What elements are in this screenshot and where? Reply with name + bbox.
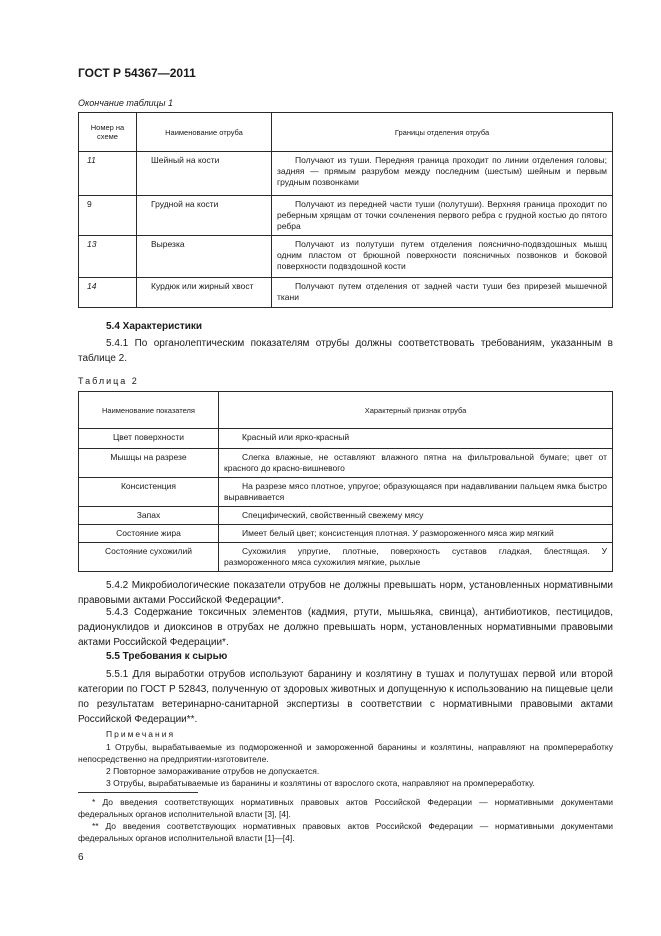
table1-col-number: Номер на схеме [79, 113, 137, 152]
footnote: * До введения соответствующих нормативных правовых актов Российской Федерации — нормативными документами федеральных органов исполнительной власти [3], [4]. [78, 797, 613, 819]
table2-col-feature: Характерный признак отруба [219, 392, 613, 429]
table1-col-name: Наименование отруба [137, 113, 272, 152]
table-row [79, 152, 613, 196]
row-number: 9 [79, 196, 137, 236]
table-row [79, 429, 613, 449]
cut-bounds: Получают из туши. Передняя граница проходит по линии отделения головы; задняя — прямым разрубом между последним (шестым) шейным и первым грудным позвонками [272, 152, 613, 196]
indicator-value: Специфический, свойственный свежему мясу [219, 507, 613, 525]
table1-caption: Окончание таблицы 1 [78, 98, 173, 108]
notes-title: Примечания [106, 729, 176, 739]
table-row [79, 525, 613, 543]
indicator-name: Состояние сухожилий [79, 543, 219, 572]
indicator-name: Цвет поверхности [79, 429, 219, 449]
row-number: 11 [79, 152, 137, 196]
table-2 [78, 391, 613, 572]
footnote-divider [78, 792, 198, 793]
table-row [79, 478, 613, 507]
row-number: 14 [79, 278, 137, 308]
paragraph-5-4-2: 5.4.2 Микробиологические показатели отрубов не должны превышать норм, установленных нормативными правовыми актами Российской Федерации*. [78, 580, 613, 606]
table2-col-indicator: Наименование показателя [79, 392, 219, 429]
indicator-value: Красный или ярко-красный [219, 429, 613, 449]
table1-col-bounds: Границы отделения отруба [272, 113, 613, 152]
cut-name: Грудной на кости [137, 196, 272, 236]
table-row [79, 543, 613, 572]
cut-bounds: Получают из передней части туши (полутуши). Верхняя граница проходит по реберным хрящам от точки сочленения первого ребра с грудной костью до пятого ребра [272, 196, 613, 236]
note-item: 2 Повторное замораживание отрубов не допускается. [106, 766, 320, 776]
paragraph-5-4-1: 5.4.1 По органолептическим показателям отрубы должны соответствовать требованиям, указанным в таблице 2. [78, 338, 613, 364]
table-row [79, 236, 613, 278]
table-row [79, 507, 613, 525]
table-row [79, 196, 613, 236]
cut-name: Вырезка [137, 236, 272, 278]
page-number: 6 [78, 852, 84, 863]
section-heading-5-4: 5.4 Характеристики [106, 321, 203, 332]
standard-header: ГОСТ Р 54367—2011 [78, 66, 196, 80]
cut-bounds: Получают путем отделения от задней части туши без прирезей мышечной ткани [272, 278, 613, 308]
table1-header-row [79, 113, 613, 152]
footnote: ** До введения соответствующих нормативных правовых актов Российской Федерации — нормативными документами федеральных органов исполнительной власти [1]—[4]. [78, 821, 613, 843]
indicator-name: Состояние жира [79, 525, 219, 543]
indicator-value: Слегка влажные, не оставляют влажного пятна на фильтровальной бумаге; цвет от красного до красно-вишневого [219, 449, 613, 478]
row-number: 13 [79, 236, 137, 278]
table-1 [78, 112, 613, 308]
cut-name: Шейный на кости [137, 152, 272, 196]
paragraph-5-4-3: 5.4.3 Содержание токсичных элементов (кадмия, ртути, мышьяка, свинца), антибиотиков, пестицидов, радионуклидов и диоксинов в отрубах не должно превышать норм, установленных нормативными правовыми актами Российской Федерации*. [78, 607, 613, 648]
section-heading-5-5: 5.5 Требования к сырью [106, 651, 228, 662]
indicator-value: На разрезе мясо плотное, упругое; образующаяся при надавливании пальцем ямка быстро выравнивается [219, 478, 613, 507]
indicator-value: Имеет белый цвет; консистенция плотная. У размороженного мяса жир мягкий [219, 525, 613, 543]
table-row [79, 449, 613, 478]
paragraph-5-5-1: 5.5.1 Для выработки отрубов используют баранину и козлятину в тушах и полутушах первой или второй категории по ГОСТ Р 52843, полученную от здоровых животных и допущенную к использованию на пищевые цели по результатам ветеринарно-санитарной экспертизы в соответствии с нормативными правовыми актами Российской Федерации**. [78, 669, 613, 725]
indicator-name: Консистенция [79, 478, 219, 507]
indicator-value: Сухожилия упругие, плотные, поверхность суставов гладкая, блестящая. У размороженного мяса сухожилия мягкие, рыхлые [219, 543, 613, 572]
cut-bounds: Получают из полутуши путем отделения пояснично-подвздошных мышц одним пластом от брюшной поверхности поясничных позвонков и боковой поверхности подвздошной кости [272, 236, 613, 278]
table-row [79, 278, 613, 308]
indicator-name: Запах [79, 507, 219, 525]
cut-name: Курдюк или жирный хвост [137, 278, 272, 308]
table2-caption: Таблица 2 [78, 376, 139, 386]
note-item: 3 Отрубы, вырабатываемые из баранины и козлятины от взрослого скота, направляют на промпереработку. [106, 778, 535, 788]
table2-header-row [79, 392, 613, 429]
note-item: 1 Отрубы, вырабатываемые из подмороженной и замороженной баранины и козлятины, направляют на промпереработку непосредственно на предприятии-изготовителе. [78, 742, 613, 764]
indicator-name: Мышцы на разрезе [79, 449, 219, 478]
